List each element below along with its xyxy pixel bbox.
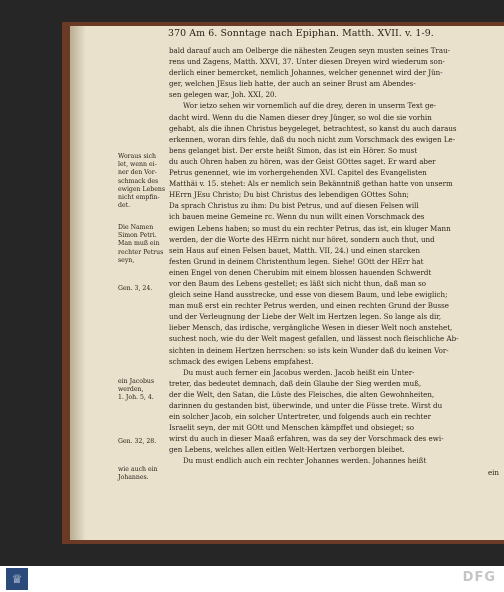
text-line: ger, welchen JEsus lieb hatte, der auch an seiner Brust am Abendes-	[169, 79, 416, 89]
text-line: Du must auch ferner ein Jacobus werden. Jacob heißt ein Unter-	[183, 367, 415, 377]
margin-note-line: nicht empfin-	[118, 194, 160, 202]
text-line: treter, das bedeutet demnach, daß dein Glaube der Sieg werden muß,	[169, 378, 422, 388]
text-line: darinnen du gestanden bist, überwinde, und unter die Füsse trete. Wirst du	[169, 401, 443, 410]
text-line: werden, der die Worte des HErrn nicht nur höret, sondern auch thut, und	[169, 234, 435, 244]
text-line: vor den Baum des Lebens gestellet; es läßt sich nicht thun, daß man so	[169, 278, 427, 288]
text-line: HErrn JEsu Christo; Du bist Christus des lebendigen GOttes Sohn;	[169, 190, 409, 200]
footer-bar	[0, 566, 504, 592]
text-line: gehabt, als die ihnen Christus beygeleget, betrachtest, so kanst du auch daraus	[169, 123, 457, 133]
text-line: gen Lebens, welches allen eitlen Welt-Hertzen verborgen bleibet.	[169, 445, 405, 455]
margin-note-line: Man muß ein	[118, 240, 160, 248]
text-line: bens gelanget bist. Der erste heißt Simon, das ist ein Hörer. So must	[169, 145, 418, 155]
text-line: sichten in deinem Hertzen herrschen: so ists kein Wunder daß du keinen Vor-	[169, 345, 449, 355]
text-line: du auch Ohren haben zu hören, was der Geist GOttes saget. Er ward aber	[169, 156, 436, 166]
page-body	[169, 45, 499, 478]
margin-note-line: werden,	[118, 386, 144, 394]
text-line: schmack des ewigen Lebens empfahest.	[169, 356, 314, 366]
margin-note	[118, 285, 166, 293]
margin-note-line: wie auch ein	[118, 466, 158, 473]
text-line: man muß erst ein rechter Petrus werden, und einen rechten Grund der Busse	[169, 301, 449, 311]
margin-note	[118, 153, 166, 210]
page-fold-shadow	[70, 26, 86, 540]
margin-note	[118, 378, 166, 403]
text-line: erkennen, woran dirs fehle, daß du noch nicht zum Vorschmack des ewigen Le-	[169, 134, 456, 144]
text-line: einen Engel von denen Cherubim mit einem blossen hauenden Schwerdt	[169, 267, 432, 277]
margin-note	[118, 224, 166, 265]
text-line: gleich seine Hand ausstrecke, und esse von diesem Baum, und lebe ewiglich;	[169, 290, 448, 300]
text-line: suchest noch, wie du der Welt magest gefallen, und lässest noch fleischliche Ab-	[169, 334, 459, 344]
text-line: sen gelegen war, Joh. XXI, 20.	[169, 90, 277, 100]
text-line: Israelit seyn, der mit GOtt und Menschen kämpffet und obsieget; so	[169, 423, 415, 433]
text-line: festen Grund in deinem Christenthum legen. Siehe! GOtt der HErr hat	[169, 256, 424, 266]
margin-note-line: Woraus sich	[118, 153, 157, 160]
margin-note-line: schmack des	[118, 177, 159, 185]
text-line: wirst du auch in dieser Maaß erfahren, was da sey der Vorschmack des ewi-	[169, 434, 444, 444]
margin-note-line: 1. Joh. 5, 4.	[118, 394, 154, 402]
dfg-logo: DFG	[462, 570, 496, 585]
margin-note	[118, 466, 166, 482]
text-line: der die Welt, den Satan, die Lüste des Fleisches, die alten Gewohnheiten,	[169, 389, 435, 399]
running-head: 370 Am 6. Sonntage nach Epiphan. Matth. XVII. v. 1-9.	[168, 28, 434, 39]
library-logo: ♕	[6, 568, 28, 590]
book-page	[70, 26, 504, 540]
margin-note-line: Die Namen	[118, 224, 154, 231]
text-line: ein	[487, 467, 499, 477]
margin-note-line: Gen. 32, 28.	[118, 438, 157, 445]
margin-note-line: rechter Petrus	[118, 248, 164, 256]
margin-note-line: Gen. 3, 24.	[118, 285, 153, 292]
margin-note-line: Johannes.	[118, 474, 149, 482]
margin-note	[118, 438, 166, 446]
text-line: Da sprach Christus zu ihm: Du bist Petrus, und auf diesen Felsen will	[169, 201, 419, 211]
margin-note-line: ein Jacobus	[118, 378, 155, 385]
text-line: rens und Zagens, Matth. XXVI, 37. Unter diesen Dreyen wird wiederum son-	[169, 57, 445, 67]
margin-note-line: det.	[118, 202, 131, 210]
text-line: ich bauen meine Gemeine rc. Wenn du nun willt einen Vorschmack des	[169, 212, 425, 222]
text-line: bald darauf auch am Oelberge die nähesten Zeugen seyn musten seines Trau-	[169, 46, 451, 55]
text-line: sein Haus auf einen Felsen bauet, Matth. VII, 24.) und einen starcken	[169, 245, 421, 255]
text-line: lieber Mensch, das irdische, vergängliche Wesen in dieser Welt noch anstehet,	[169, 323, 453, 333]
margin-note-line: Simon Petri.	[118, 232, 157, 240]
text-line: ein solcher Jacob, ein solcher Untertreter, und folgends auch ein rechter	[169, 412, 431, 422]
text-line: Wor ietzo sehen wir vornemlich auf die drey, deren in unserm Text ge-	[183, 101, 437, 111]
text-line: derlich einer bemercket, nemlich Johannes, welcher genennet wird der Jün-	[169, 68, 443, 78]
text-line: Matthäi v. 15. stehet: Als er nemlich sein Bekänntniß gethan hatte von unserm	[169, 179, 453, 189]
margin-note-line: ner den Vor-	[118, 169, 157, 177]
text-line: Petrus genennet, wie im vorhergehenden XVI. Capitel des Evangelisten	[169, 168, 427, 178]
text-line: ewigen Lebens haben; so must du ein rechter Petrus, das ist, ein kluger Mann	[169, 223, 451, 233]
margin-note-line: let, wenn ei-	[118, 161, 157, 169]
margin-note-line: seyn,	[118, 256, 135, 264]
text-line: Du must endlich auch ein rechter Johannes werden. Johannes heißt	[183, 456, 427, 466]
text-line: und der Verleugnung der Liebe der Welt im Hertzen legen. So lange als dir,	[169, 312, 442, 322]
text-line: dacht wird. Wenn du die Namen dieser drey Jünger, so wol die sie vorhin	[169, 112, 432, 122]
margin-note-line: ewigen Lebens	[118, 185, 166, 193]
